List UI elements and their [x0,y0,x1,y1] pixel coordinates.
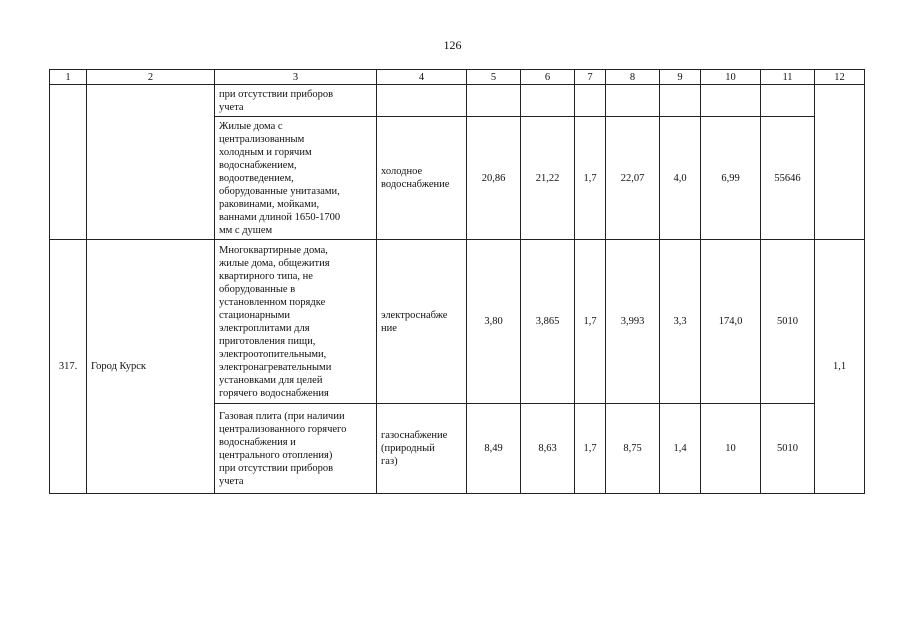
column-number: 5 [467,70,521,85]
category-description: Многоквартирные дома, жилые дома, общежития квартирного типа, не оборудованные в установленном порядке стационарными электроплитами для приготовления пищи, электроотопительными, электронагревательными установками для целей горячего водоснабжения [215,240,377,404]
utility-service [377,85,467,117]
value-col8: 22,07 [606,117,660,240]
utility-service: электроснабже ние [377,240,467,404]
value-col5: 20,86 [467,117,521,240]
value-col7: 1,7 [575,117,606,240]
utility-service: газоснабжение (природный газ) [377,404,467,494]
category-description: Жилые дома с централизованным холодным и горячим водоснабжением, водоотведением, оборудованные унитазами, раковинами, мойками, ваннами длиной 1650-1700 мм с душем [215,117,377,240]
row-index: 317. [50,240,87,494]
value-col6: 21,22 [521,117,575,240]
value-col5: 8,49 [467,404,521,494]
coefficient-continued [815,85,865,240]
value-col6: 3,865 [521,240,575,404]
value-col7: 1,7 [575,240,606,404]
tariff-norms-table [49,69,865,494]
value-col8: 8,75 [606,404,660,494]
locality-name: Город Курск [87,240,215,494]
table-row [50,85,865,117]
column-number: 6 [521,70,575,85]
value-col9: 1,4 [660,404,701,494]
column-number: 7 [575,70,606,85]
value-col10: 6,99 [701,117,761,240]
locality-continued [87,85,215,240]
value-col11: 55646 [761,117,815,240]
value-col7: 1,7 [575,404,606,494]
value-col8: 3,993 [606,240,660,404]
value-col10: 10 [701,404,761,494]
category-description: при отсутствии приборов учета [215,85,377,117]
column-number: 3 [215,70,377,85]
value-col10 [701,85,761,117]
value-col6 [521,85,575,117]
value-col11: 5010 [761,240,815,404]
value-col8 [606,85,660,117]
table-row [50,240,865,404]
column-number-row [50,70,865,85]
value-col5 [467,85,521,117]
value-col11 [761,85,815,117]
value-col6: 8,63 [521,404,575,494]
value-col9 [660,85,701,117]
value-col11: 5010 [761,404,815,494]
value-col7 [575,85,606,117]
column-number: 10 [701,70,761,85]
column-number: 11 [761,70,815,85]
value-col9: 3,3 [660,240,701,404]
value-col9: 4,0 [660,117,701,240]
page-number: 126 [443,38,462,52]
value-col5: 3,80 [467,240,521,404]
category-description: Газовая плита (при наличии централизованного горячего водоснабжения и центрального отопления) при отсутствии приборов учета [215,404,377,494]
column-number: 1 [50,70,87,85]
value-col10: 174,0 [701,240,761,404]
coefficient: 1,1 [815,240,865,494]
column-number: 4 [377,70,467,85]
column-number: 8 [606,70,660,85]
row-index-continued [50,85,87,240]
column-number: 12 [815,70,865,85]
utility-service: холодное водоснабжение [377,117,467,240]
column-number: 9 [660,70,701,85]
column-number: 2 [87,70,215,85]
